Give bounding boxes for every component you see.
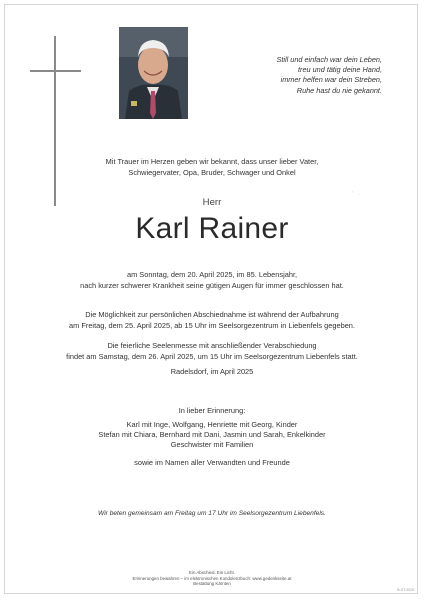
poem-line: immer helfen war dein Streben, bbox=[280, 75, 382, 85]
place-date: Radelsdorf, im April 2025 bbox=[170, 367, 254, 376]
poem-line: Ruhe hast du nie gekannt. bbox=[296, 85, 382, 95]
memory-heading: In lieber Erinnerung: bbox=[178, 406, 246, 415]
poem bbox=[222, 55, 382, 96]
document-code: B-ST-0025 bbox=[397, 588, 414, 592]
relatives-line: sowie im Namen aller Verwandten und Freunde bbox=[134, 458, 290, 467]
announcement-intro bbox=[20, 156, 404, 178]
poem-line: Still und einfach war dein Leben, bbox=[276, 55, 382, 64]
requiem-line: Die feierliche Seelenmesse mit anschließender Verabschiedung bbox=[107, 341, 317, 350]
portrait-photo bbox=[119, 27, 188, 119]
viewing-line: Die Möglichkeit zur persönlichen Abschiednahme ist während der Aufbahrung bbox=[85, 310, 339, 319]
viewing-notice bbox=[20, 309, 404, 331]
poem-line: treu und tätig deine Hand, bbox=[298, 65, 382, 75]
footer-line: Bestattung Kärnten bbox=[193, 581, 231, 587]
cross-icon-bar bbox=[30, 70, 81, 72]
intro-line: Schwiegervater, Opa, Bruder, Schwager und Onkel bbox=[128, 168, 296, 177]
portrait-image bbox=[119, 27, 188, 119]
requiem-notice bbox=[20, 340, 404, 362]
footer-line: Erinnerungen bewahren – im elektronischen Kondolenzbuch: www.gedenkseite.at bbox=[132, 575, 292, 581]
footer-line: Ein Abschied. Ein Licht. bbox=[189, 570, 235, 575]
death-line: nach kurzer schwerer Krankheit seine gütigen Augen für immer geschlossen hat. bbox=[80, 281, 344, 290]
salutation: Herr bbox=[202, 197, 222, 208]
family-line: Karl mit Inge, Wolfgang, Henriette mit Georg, Kinder bbox=[126, 420, 298, 429]
viewing-line: am Freitag, dem 25. April 2025, ab 15 Uhr im Seelsorgezentrum in Liebenfels gegeben. bbox=[69, 321, 355, 330]
cross-icon bbox=[54, 36, 56, 206]
family-list bbox=[20, 420, 404, 450]
prayer-notice: Wir beten gemeinsam am Freitag um 17 Uhr im Seelsorgezentrum Liebenfels. bbox=[98, 510, 326, 517]
family-line: Stefan mit Chiara, Bernhard mit Dani, Jasmin und Sarah, Enkelkinder bbox=[98, 430, 326, 439]
family-line: Geschwister mit Familien bbox=[170, 440, 254, 449]
intro-line: Mit Trauer im Herzen geben wir bekannt, dass unser lieber Vater, bbox=[105, 157, 319, 166]
decorative-specks: ˙ · bbox=[352, 192, 360, 198]
deceased-name: Karl Rainer bbox=[135, 212, 289, 245]
requiem-line: findet am Samstag, dem 26. April 2025, um 15 Uhr im Seelsorgezentrum Liebenfels statt. bbox=[66, 352, 358, 361]
death-notice bbox=[20, 269, 404, 291]
footer bbox=[20, 570, 404, 587]
death-line: am Sonntag, dem 20. April 2025, im 85. Lebensjahr, bbox=[126, 270, 298, 279]
